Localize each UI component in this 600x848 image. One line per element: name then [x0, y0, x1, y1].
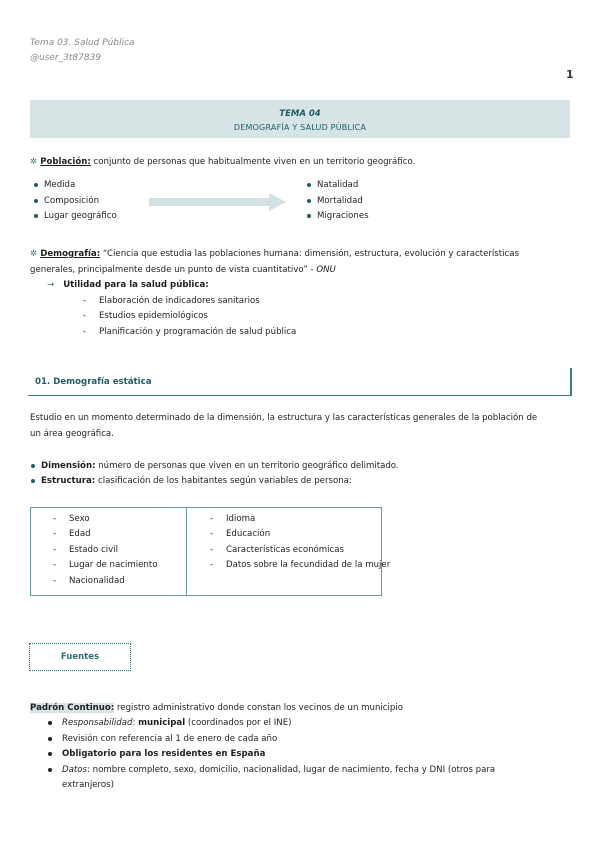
list-item: Datos: nombre completo, sexo, domicilio, nacionalidad, lugar de nacimiento, fecha y DNI (otros para: [48, 765, 495, 775]
list-item: Mortalidad: [307, 196, 363, 206]
demografia-definition: ✲ Demografía: “Ciencia que estudia las poblaciones humana: dimensión, estructura, evolución y características: [30, 249, 519, 259]
arrow-right-icon: [148, 192, 288, 212]
list-item-continuation: extranjeros): [62, 780, 114, 790]
table-divider: [186, 508, 187, 595]
list-item: Responsabilidad: municipal (coordinados por el INE): [48, 718, 291, 728]
bullet-icon: [34, 214, 38, 218]
bullet-icon: [31, 464, 35, 468]
list-item: Dimensión: número de personas que viven en un territorio geográfico delimitado.: [31, 461, 399, 471]
list-item: - Planificación y programación de salud pública: [83, 327, 297, 337]
list-item: Medida: [34, 180, 75, 190]
demografia-term: Demografía:: [40, 249, 101, 259]
topic-title: DEMOGRAFÍA Y SALUD PÚBLICA: [233, 123, 367, 132]
demografia-definition-line2: generales, principalmente desde un punto de vista cuantitativo” - ONU: [30, 265, 336, 275]
section-intro-line2: un área geográfica.: [30, 429, 114, 439]
bullet-icon: [307, 214, 311, 218]
list-item: Obligatorio para los residentes en España: [48, 749, 265, 759]
poblacion-text: conjunto de personas que habitualmente viven en un territorio geográfico.: [90, 157, 416, 167]
utilidad-heading: → Utilidad para la salud pública:: [47, 280, 209, 290]
table-cell: - Nacionalidad: [53, 576, 125, 586]
section-title: 01. Demografía estática: [35, 377, 152, 387]
table-cell: - Lugar de nacimiento: [53, 560, 158, 570]
variables-table: [30, 507, 391, 596]
list-item: Revisión con referencia al 1 de enero de cada año: [48, 734, 277, 744]
table-cell: - Características económicas: [210, 545, 345, 555]
document-user: @user_3t87839: [30, 53, 102, 63]
bullet-icon: [307, 183, 311, 187]
list-item: Lugar geográfico: [34, 211, 117, 221]
star-icon: ✲: [30, 157, 38, 167]
table-cell: - Estado civil: [53, 545, 118, 555]
topic-number: TEMA 04: [279, 109, 321, 119]
table-cell: - Edad: [53, 529, 91, 539]
poblacion-definition: [30, 157, 415, 167]
star-icon: ✲: [30, 249, 38, 259]
fuentes-box: [29, 643, 131, 671]
table-cell: - Idioma: [210, 514, 256, 524]
document-subject: Tema 03. Salud Pública: [30, 38, 135, 48]
fuentes-label: Fuentes: [60, 652, 100, 662]
table-cell: - Datos sobre la fecundidad de la mujer: [210, 560, 391, 570]
bullet-icon: [34, 199, 38, 203]
padron-term: Padrón Continuo:: [30, 703, 115, 713]
bullet-icon: [48, 768, 52, 772]
bullet-icon: [31, 479, 35, 483]
list-item: - Estudios epidemiológicos: [83, 311, 208, 321]
list-item: Estructura: clasificación de los habitantes según variables de persona:: [31, 476, 352, 486]
quote-source: ONU: [316, 265, 336, 275]
bullet-icon: [48, 737, 52, 741]
list-item: - Elaboración de indicadores sanitarios: [83, 296, 260, 306]
bullet-icon: [307, 199, 311, 203]
list-item: Natalidad: [307, 180, 358, 190]
page-number: 1: [566, 68, 574, 81]
arrow-icon: →: [47, 280, 55, 290]
bullet-icon: [48, 721, 52, 725]
section-intro: Estudio en un momento determinado de la dimensión, la estructura y las características generales de la población de: [30, 413, 538, 423]
list-item: Composición: [34, 196, 99, 206]
padron-definition: Padrón Continuo: registro administrativo donde constan los vecinos de un municipio: [30, 703, 403, 713]
poblacion-term: Población:: [40, 157, 91, 167]
title-banner: [30, 100, 570, 138]
table-cell: - Sexo: [53, 514, 90, 524]
section-heading: [28, 368, 572, 396]
bullet-icon: [48, 752, 52, 756]
list-item: Migraciones: [307, 211, 369, 221]
table-cell: - Educación: [210, 529, 271, 539]
bullet-icon: [34, 183, 38, 187]
